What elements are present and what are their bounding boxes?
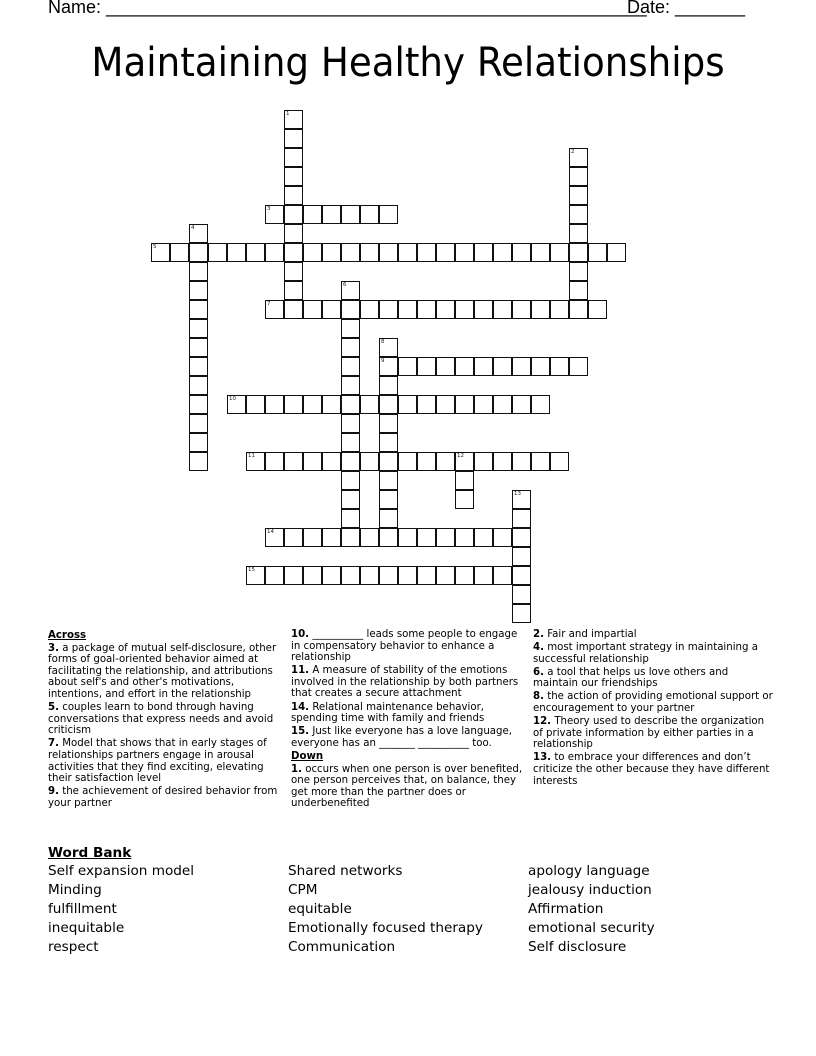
crossword-cell[interactable] [265,205,284,224]
crossword-cell[interactable] [493,357,512,376]
clue-number: 11 [248,453,255,459]
crossword-cell[interactable] [436,452,455,471]
crossword-cell[interactable] [512,300,531,319]
across-heading: Across [48,630,87,641]
clue-number: 13 [514,491,521,497]
word-bank-item: jealousy induction [528,882,652,898]
crossword-cell[interactable] [379,566,398,585]
crossword-cell[interactable] [284,110,303,129]
crossword-cell[interactable] [398,528,417,547]
crossword-cell[interactable] [189,452,208,471]
crossword-cell[interactable] [360,205,379,224]
crossword-cell[interactable] [265,395,284,414]
crossword-cell[interactable] [341,319,360,338]
crossword-cell[interactable] [246,566,265,585]
word-bank-list [48,862,788,957]
crossword-cell[interactable] [360,566,379,585]
crossword-cell[interactable] [607,243,626,262]
word-bank-item: Minding [48,882,102,898]
clue-across-14: 14. Relational maintenance behavior, spending time with family and friends [291,701,485,725]
crossword-cell[interactable] [569,300,588,319]
crossword-cell[interactable] [455,243,474,262]
crossword-cell[interactable] [569,262,588,281]
crossword-cell[interactable] [455,395,474,414]
crossword-cell[interactable] [303,528,322,547]
crossword-cell[interactable] [512,490,531,509]
crossword-cell[interactable] [189,395,208,414]
crossword-cell[interactable] [512,509,531,528]
word-bank-item: fulfillment [48,901,117,917]
clue-number: 4 [191,225,195,231]
word-bank [48,845,788,957]
crossword-cell[interactable] [284,566,303,585]
crossword-cell[interactable] [436,566,455,585]
crossword-cell[interactable] [189,414,208,433]
crossword-cell[interactable] [512,243,531,262]
crossword-cell[interactable] [227,395,246,414]
crossword-cell[interactable] [322,300,341,319]
crossword-cell[interactable] [512,528,531,547]
clue-number: 10 [229,396,236,402]
crossword-cell[interactable] [189,281,208,300]
crossword-cell[interactable] [569,167,588,186]
crossword-cell[interactable] [531,452,550,471]
crossword-cell[interactable] [379,300,398,319]
crossword-cell[interactable] [284,167,303,186]
crossword-cell[interactable] [531,395,550,414]
clue-number: 15 [248,567,255,573]
crossword-cell[interactable] [341,566,360,585]
word-bank-item: Affirmation [528,901,604,917]
clue-number: 14 [267,529,274,535]
word-bank-item: emotional security [528,920,655,936]
clue-across-10: 10. __________ leads some people to engage in compensatory behavior to enhance a relationship [291,629,518,664]
crossword-cell[interactable] [189,319,208,338]
word-bank-item: equitable [288,901,352,917]
crossword-cell[interactable] [379,528,398,547]
clue-across-11: 11. A measure of stability of the emotions involved in the relationship by both partners that creates a secure attachment [291,665,519,700]
crossword-cell[interactable] [360,452,379,471]
clue-across-7: 7. Model that shows that in early stages of relationships partners engage in arousal activities that they find exciting, elevating their satisfaction level [48,738,267,785]
crossword-cell[interactable] [379,471,398,490]
crossword-cell[interactable] [512,566,531,585]
crossword-cell[interactable] [531,300,550,319]
date-field-label: Date: _______ [627,0,746,17]
word-bank-item: Self disclosure [528,939,627,955]
crossword-cell[interactable] [569,148,588,167]
crossword-cell[interactable] [341,433,360,452]
crossword-cell[interactable] [379,376,398,395]
crossword-cell[interactable] [208,243,227,262]
crossword-cell[interactable] [493,528,512,547]
crossword-cell[interactable] [189,338,208,357]
clue-number: 1 [286,111,290,117]
crossword-cell[interactable] [284,395,303,414]
crossword-cell[interactable] [189,243,208,262]
crossword-cell[interactable] [550,300,569,319]
crossword-cell[interactable] [322,528,341,547]
crossword-cell[interactable] [474,452,493,471]
crossword-cell[interactable] [455,300,474,319]
crossword-cell[interactable] [284,205,303,224]
crossword-cell[interactable] [246,395,265,414]
clue-down-2: 2. Fair and impartial [533,629,637,640]
crossword-cell[interactable] [379,205,398,224]
crossword-cell[interactable] [417,566,436,585]
crossword-cell[interactable] [569,186,588,205]
crossword-cell[interactable] [189,300,208,319]
crossword-cell[interactable] [512,395,531,414]
crossword-cell[interactable] [379,395,398,414]
crossword-cell[interactable] [379,433,398,452]
crossword-cell[interactable] [455,490,474,509]
down-heading: Down [291,750,324,762]
crossword-cell[interactable] [170,243,189,262]
crossword-cell[interactable] [417,357,436,376]
crossword-cell[interactable] [246,243,265,262]
clue-number: 2 [571,149,575,155]
crossword-cell[interactable] [569,224,588,243]
clue-number: 7 [267,301,271,307]
crossword-cell[interactable] [417,300,436,319]
clues-column-2 [291,629,526,811]
clue-across-15: 15. Just like everyone has a love language, everyone has an _______ __________ too. [291,726,512,749]
clue-number: 5 [153,244,157,250]
crossword-cell[interactable] [550,357,569,376]
crossword-cell[interactable] [493,452,512,471]
crossword-cell[interactable] [398,566,417,585]
crossword-cell[interactable] [436,357,455,376]
crossword-cell[interactable] [303,566,322,585]
crossword-cell[interactable] [379,338,398,357]
crossword-cell[interactable] [417,243,436,262]
word-bank-item: Self expansion model [48,863,195,879]
crossword-cell[interactable] [474,528,493,547]
crossword-cell[interactable] [189,376,208,395]
crossword-cell[interactable] [474,395,493,414]
crossword-cell[interactable] [474,300,493,319]
word-bank-item: respect [48,939,99,955]
crossword-cell[interactable] [360,395,379,414]
word-bank-heading: Word Bank [48,845,132,861]
crossword-cell[interactable] [455,471,474,490]
crossword-cell[interactable] [341,471,360,490]
clue-down-12: 12. Theory used to describe the organization of private information by either parties in a relationship [533,716,765,751]
clue-number: 12 [457,453,464,459]
crossword-cell[interactable] [303,205,322,224]
crossword-cell[interactable] [569,243,588,262]
clue-number: 8 [381,339,385,345]
clue-across-5: 5. couples learn to bond through having conversations that express needs and avoid criticism [48,702,274,737]
crossword-cell[interactable] [588,300,607,319]
crossword-cell[interactable] [322,566,341,585]
crossword-cell[interactable] [455,452,474,471]
clue-number: 6 [343,282,347,288]
crossword-cell[interactable] [189,262,208,281]
crossword-cell[interactable] [379,509,398,528]
crossword-cell[interactable] [341,509,360,528]
crossword-cell[interactable] [398,452,417,471]
crossword-cell[interactable] [493,395,512,414]
crossword-cell[interactable] [303,395,322,414]
name-field-label: Name: ______________________________________________________ [48,0,647,17]
clues-column-3 [533,629,773,789]
crossword-cell[interactable] [436,395,455,414]
crossword-cell[interactable] [341,490,360,509]
crossword-cell[interactable] [455,528,474,547]
crossword-cell[interactable] [436,243,455,262]
crossword-cell[interactable] [379,357,398,376]
crossword-cell[interactable] [284,224,303,243]
crossword-cell[interactable] [341,357,360,376]
crossword-cell[interactable] [417,528,436,547]
crossword-cell[interactable] [341,205,360,224]
crossword-cell[interactable] [284,129,303,148]
clue-number: 3 [267,206,271,212]
word-bank-item: apology language [528,863,650,879]
clues-column-1 [48,629,283,811]
word-bank-item: inequitable [48,920,125,936]
crossword-cell[interactable] [398,357,417,376]
word-bank-item: CPM [288,882,318,898]
crossword-cell[interactable] [322,243,341,262]
crossword-cell[interactable] [322,452,341,471]
clue-down-6: 6. a tool that helps us love others and maintain our friendships [533,666,729,690]
crossword-cell[interactable] [512,357,531,376]
crossword-cell[interactable] [265,243,284,262]
crossword-cell[interactable] [398,243,417,262]
crossword-cell[interactable] [417,395,436,414]
crossword-cell[interactable] [512,547,531,566]
crossword-cell[interactable] [531,243,550,262]
crossword-cell[interactable] [493,566,512,585]
clue-down-8: 8. the action of providing emotional support or encouragement to your partner [533,691,773,715]
crossword-cell[interactable] [512,585,531,604]
clue-down-4: 4. most important strategy in maintaining a successful relationship [533,642,758,665]
clue-across-9: 9. the achievement of desired behavior from your partner [48,786,278,809]
crossword-cell[interactable] [265,452,284,471]
crossword-cell[interactable] [474,357,493,376]
crossword-cell[interactable] [398,395,417,414]
crossword-cell[interactable] [322,205,341,224]
crossword-cell[interactable] [493,300,512,319]
crossword-cell[interactable] [189,357,208,376]
crossword-cell[interactable] [303,300,322,319]
crossword-cell[interactable] [474,243,493,262]
crossword-cell[interactable] [455,566,474,585]
crossword-cell[interactable] [360,300,379,319]
crossword-cell[interactable] [550,452,569,471]
word-bank-item: Communication [288,939,396,955]
crossword-cell[interactable] [455,357,474,376]
crossword-cell[interactable] [265,300,284,319]
clue-number: 9 [381,358,385,364]
crossword-cell[interactable] [227,243,246,262]
crossword-cell[interactable] [436,528,455,547]
crossword-cell[interactable] [360,243,379,262]
crossword-cell[interactable] [474,566,493,585]
page-title: Maintaining Healthy Relationships [91,40,725,86]
clue-down-13: 13. to embrace your differences and don’t criticize the other because they have different interests [533,752,770,787]
crossword-cell[interactable] [341,528,360,547]
crossword-cell[interactable] [379,414,398,433]
crossword-cell[interactable] [379,490,398,509]
crossword-cell[interactable] [512,452,531,471]
crossword-cell[interactable] [265,566,284,585]
crossword-cell[interactable] [341,452,360,471]
crossword-cell[interactable] [284,452,303,471]
crossword-cell[interactable] [341,414,360,433]
crossword-cell[interactable] [436,300,455,319]
crossword-cell[interactable] [265,528,284,547]
crossword-cell[interactable] [284,281,303,300]
crossword-cell[interactable] [189,433,208,452]
crossword-cell[interactable] [341,395,360,414]
crossword-cell[interactable] [569,357,588,376]
crossword-cell[interactable] [246,452,265,471]
crossword-cell[interactable] [284,148,303,167]
crossword-cell[interactable] [512,604,531,623]
crossword-cell[interactable] [493,243,512,262]
crossword-cell[interactable] [341,300,360,319]
crossword-cell[interactable] [569,281,588,300]
crossword-cell[interactable] [417,452,436,471]
crossword-cell[interactable] [189,224,208,243]
crossword-cell[interactable] [284,262,303,281]
crossword-cell[interactable] [284,528,303,547]
crossword-cell[interactable] [284,243,303,262]
crossword-cell[interactable] [341,338,360,357]
crossword-cell[interactable] [398,300,417,319]
crossword-cell[interactable] [550,243,569,262]
clue-across-3: 3. a package of mutual self-disclosure, other forms of goal-oriented behavior aimed at facilitating the relationship, and attributions about self's and other's motivations, intentions, and effort in the relationship [48,642,277,700]
crossword-cell[interactable] [151,243,170,262]
crossword-cell[interactable] [379,452,398,471]
crossword-cell[interactable] [303,243,322,262]
crossword-cell[interactable] [303,452,322,471]
crossword-cell[interactable] [360,528,379,547]
word-bank-item: Emotionally focused therapy [288,920,483,936]
crossword-cell[interactable] [322,395,341,414]
crossword-cell[interactable] [569,205,588,224]
crossword-cell[interactable] [588,243,607,262]
crossword-cell[interactable] [379,243,398,262]
clue-down-1: 1. occurs when one person is over benefited, one person perceives that, on balance, they get more than the partner does or underbenefited [291,763,523,810]
crossword-cell[interactable] [341,376,360,395]
crossword-cell[interactable] [341,243,360,262]
crossword-cell[interactable] [284,300,303,319]
word-bank-item: Shared networks [288,863,403,879]
crossword-cell[interactable] [284,186,303,205]
crossword-cell[interactable] [531,357,550,376]
crossword-cell[interactable] [341,281,360,300]
